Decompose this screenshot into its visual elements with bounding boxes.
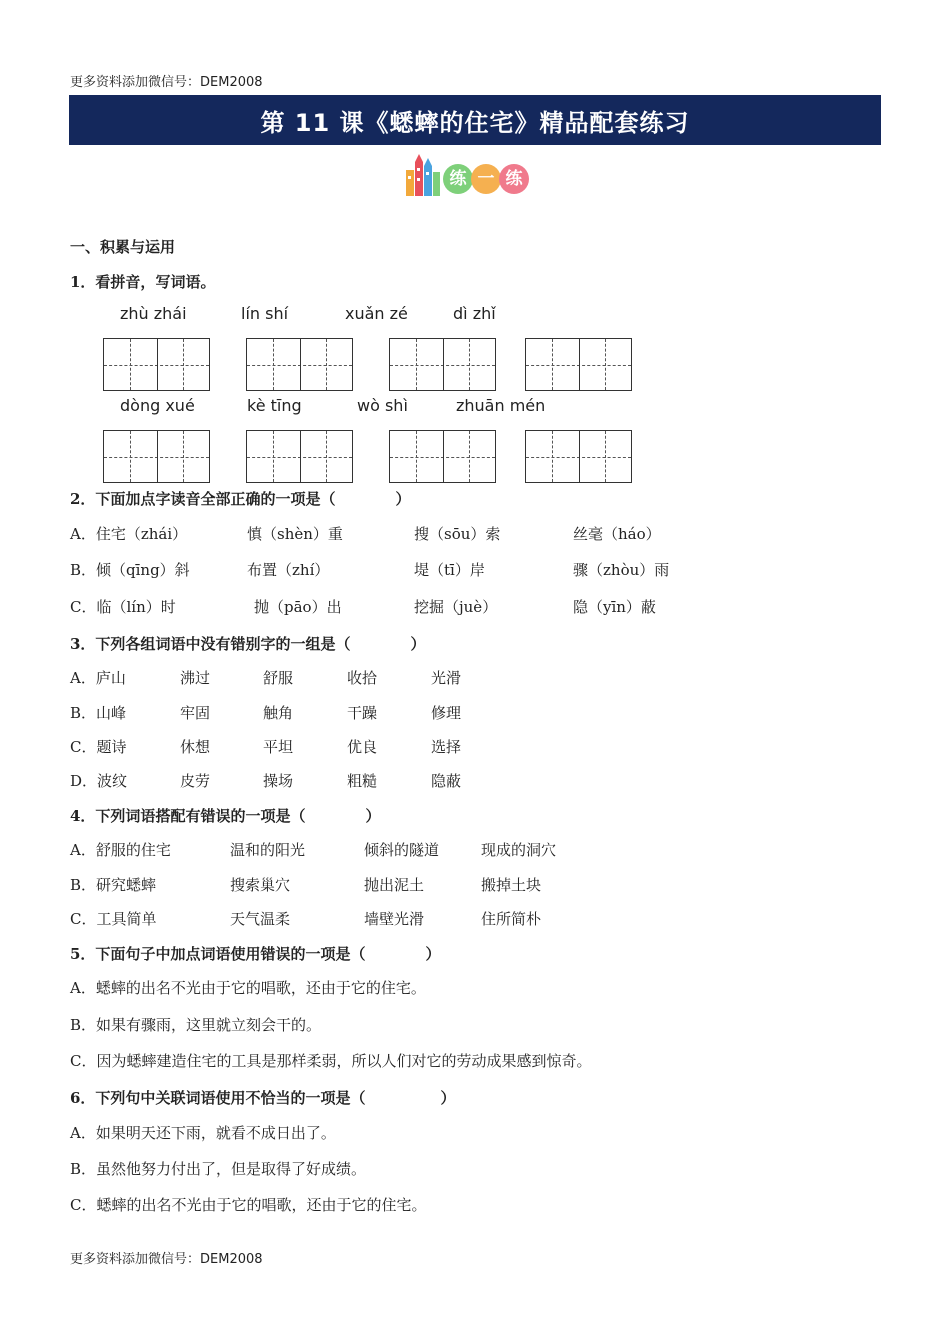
option-text: 收拾: [347, 669, 378, 687]
option-text: 天气温柔: [230, 910, 291, 928]
page-title: 第 11 课《蟋蟀的住宅》精品配套练习: [260, 108, 690, 137]
option-text: 搜（sōu）索: [414, 525, 501, 543]
writing-grid[interactable]: [246, 338, 353, 391]
option-text: B．如果有骤雨，这里就立刻会干的。: [70, 1016, 322, 1034]
option-text: C．题诗: [70, 738, 127, 756]
option-text: 倾斜的隧道: [364, 841, 440, 859]
option-text: 皮劳: [180, 772, 211, 790]
option-text: C．因为蟋蟀建造住宅的工具是那样柔弱，所以人们对它的劳动成果感到惊奇。: [70, 1052, 592, 1070]
option-text: A．舒服的住宅: [70, 841, 171, 859]
writing-grid[interactable]: [103, 338, 210, 391]
option-text: 骤（zhòu）雨: [573, 561, 670, 579]
option-text: 隐（yīn）蔽: [573, 598, 656, 616]
q2-title: 2．下面加点字读音全部正确的一项是（ ）: [70, 490, 411, 508]
option-text: 搬掉土块: [481, 876, 542, 894]
q3-title: 3．下列各组词语中没有错别字的一组是（ ）: [70, 635, 426, 653]
q6-title: 6．下列句中关联词语使用不恰当的一项是（ ）: [70, 1089, 456, 1107]
option-text: 平坦: [263, 738, 294, 756]
option-text: 丝毫（háo）: [573, 525, 661, 543]
option-text: A．如果明天还下雨，就看不成日出了。: [70, 1124, 336, 1142]
footer-note: 更多资料添加微信号：DEM2008: [70, 1252, 263, 1267]
pinyin: xuǎn zé: [345, 304, 408, 323]
pinyin: zhuān mén: [456, 396, 546, 415]
title-banner: [69, 95, 881, 145]
option-text: A．住宅（zhái）: [70, 525, 188, 543]
option-text: 搜索巢穴: [230, 876, 291, 894]
pinyin: kè tīng: [247, 396, 302, 415]
option-text: 挖掘（juè）: [414, 598, 498, 616]
option-text: 沸过: [180, 669, 211, 687]
option-text: 触角: [263, 704, 294, 722]
option-text: C．蟋蟀的出名不光由于它的唱歌，还由于它的住宅。: [70, 1196, 427, 1214]
option-text: B．研究蟋蟀: [70, 876, 157, 894]
option-text: 干躁: [347, 704, 378, 722]
writing-grid[interactable]: [389, 338, 496, 391]
option-text: 休想: [180, 738, 211, 756]
writing-grid[interactable]: [389, 430, 496, 483]
header-note: 更多资料添加微信号：DEM2008: [70, 75, 263, 90]
pinyin: dòng xué: [120, 396, 195, 415]
building-icon: [403, 152, 443, 198]
option-text: 慎（shèn）重: [247, 525, 343, 543]
pinyin: wò shì: [357, 396, 408, 415]
pinyin: dì zhǐ: [453, 304, 496, 323]
badge-char-1: 练: [443, 164, 473, 194]
option-text: 牢固: [180, 704, 211, 722]
option-text: 操场: [263, 772, 294, 790]
option-text: 温和的阳光: [230, 841, 306, 859]
q4-title: 4．下列词语搭配有错误的一项是（ ）: [70, 807, 381, 825]
option-text: A．庐山: [70, 669, 126, 687]
option-text: 抛出泥土: [364, 876, 425, 894]
option-text: 光滑: [431, 669, 462, 687]
option-text: 选择: [431, 738, 462, 756]
writing-grid[interactable]: [525, 338, 632, 391]
option-text: A．蟋蟀的出名不光由于它的唱歌，还由于它的住宅。: [70, 979, 426, 997]
option-text: 优良: [347, 738, 378, 756]
option-text: 舒服: [263, 669, 294, 687]
option-text: 墙壁光滑: [364, 910, 425, 928]
practice-badge: [403, 152, 533, 198]
badge-char-2: 一: [471, 164, 501, 194]
writing-grid[interactable]: [103, 430, 210, 483]
option-text: 隐蔽: [431, 772, 462, 790]
option-text: 修理: [431, 704, 462, 722]
option-text: 布置（zhí）: [247, 561, 330, 579]
option-text: B．倾（qīng）斜: [70, 561, 190, 579]
pinyin: zhù zhái: [120, 304, 187, 323]
option-text: B．虽然他努力付出了，但是取得了好成绩。: [70, 1160, 367, 1178]
option-text: 现成的洞穴: [481, 841, 557, 859]
option-text: 堤（tī）岸: [414, 561, 485, 579]
option-text: B．山峰: [70, 704, 127, 722]
q5-title: 5．下面句子中加点词语使用错误的一项是（ ）: [70, 945, 441, 963]
writing-grid[interactable]: [246, 430, 353, 483]
section-heading: 一、积累与运用: [70, 238, 176, 256]
option-text: 抛（pāo）出: [254, 598, 342, 616]
option-text: C．临（lín）时: [70, 598, 176, 616]
badge-char-3: 练: [499, 164, 529, 194]
writing-grid[interactable]: [525, 430, 632, 483]
option-text: 粗糙: [347, 772, 378, 790]
option-text: D．波纹: [70, 772, 128, 790]
q1-title: 1．看拼音，写词语。: [70, 273, 216, 291]
option-text: C．工具简单: [70, 910, 157, 928]
option-text: 住所简朴: [481, 910, 542, 928]
pinyin: lín shí: [241, 304, 289, 323]
